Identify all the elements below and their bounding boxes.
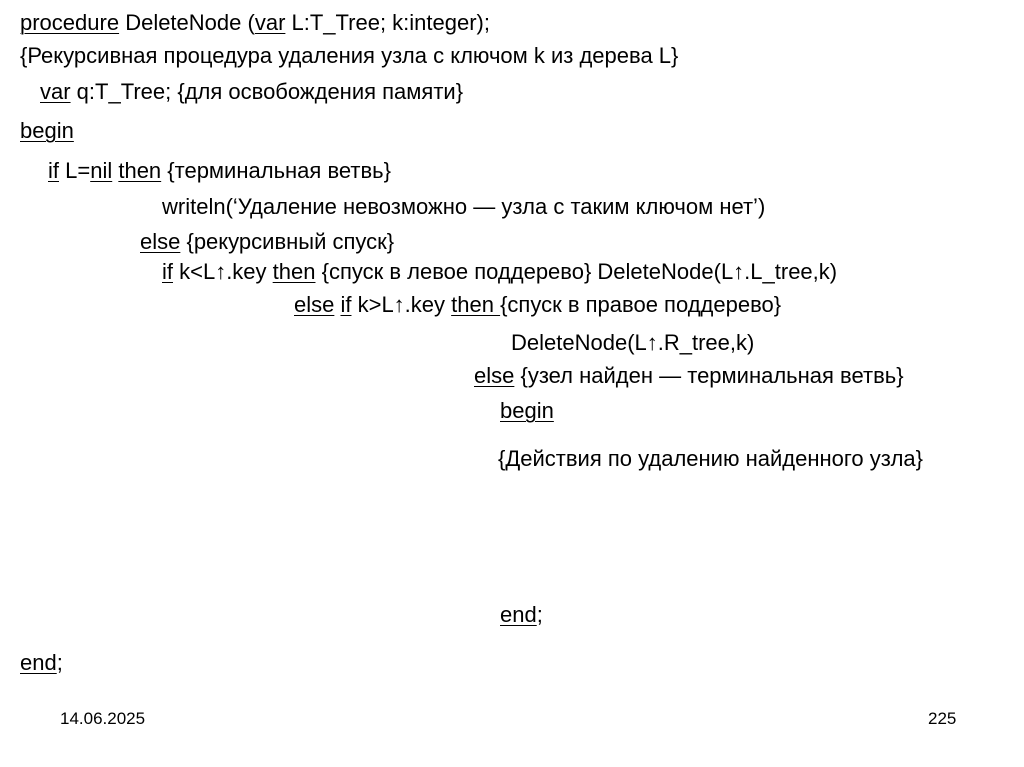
code-text: k>L↑.key xyxy=(351,292,452,317)
code-line-writeln xyxy=(162,194,765,220)
code-text: DeleteNode ( xyxy=(119,10,255,35)
code-text: {рекурсивный спуск} xyxy=(180,229,395,254)
code-text: DeleteNode(L↑.R_tree,k) xyxy=(511,330,755,355)
code-text: {узел найден — терминальная ветвь} xyxy=(514,363,904,388)
code-line-delete-actions-comment xyxy=(498,446,923,472)
code-text: k<L↑.key xyxy=(173,259,273,284)
code-line-else-recursive xyxy=(140,229,394,255)
code-comment: {Рекурсивная процедура удаления узла с ключом k из дерева L} xyxy=(20,43,679,68)
code-line-else-if-right xyxy=(294,292,781,318)
keyword-then: then xyxy=(451,292,501,317)
footer-date: 14.06.2025 xyxy=(60,709,146,728)
code-text: q:T_Tree; {для освобождения памяти} xyxy=(70,79,464,104)
code-line-procedure-header xyxy=(20,10,490,36)
code-text: {спуск в левое поддерево} DeleteNode(L↑.L_tree,k) xyxy=(315,259,838,284)
code-comment: {Действия по удалению найденного узла} xyxy=(498,446,924,471)
keyword-var: var xyxy=(40,79,71,104)
code-text: ; xyxy=(536,602,543,627)
code-line-else-found xyxy=(474,363,904,389)
code-line-if-left xyxy=(162,259,837,285)
code-text: {терминальная ветвь} xyxy=(161,158,391,183)
keyword-end: end xyxy=(500,602,537,627)
keyword-end: end xyxy=(20,650,57,675)
keyword-procedure: procedure xyxy=(20,10,120,35)
code-line-comment-description xyxy=(20,43,678,69)
keyword-begin: begin xyxy=(20,118,74,143)
code-line-if-nil xyxy=(48,158,391,184)
footer-page-number: 225 xyxy=(928,709,957,728)
keyword-then: then xyxy=(272,259,316,284)
keyword-else: else xyxy=(474,363,515,388)
code-line-inner-end xyxy=(500,602,543,628)
keyword-else: else xyxy=(294,292,335,317)
keyword-begin: begin xyxy=(500,398,554,423)
code-text: writeln(‘Удаление невозможно — узла с таким ключом нет’) xyxy=(162,194,766,219)
code-line-inner-begin xyxy=(500,398,554,424)
keyword-if: if xyxy=(340,292,352,317)
keyword-nil: nil xyxy=(90,158,113,183)
code-line-end xyxy=(20,650,63,676)
keyword-var: var xyxy=(254,10,286,35)
code-text: L= xyxy=(59,158,91,183)
code-text: ; xyxy=(56,650,63,675)
keyword-if: if xyxy=(162,259,173,284)
code-line-var-declaration xyxy=(40,79,463,105)
keyword-else: else xyxy=(140,229,181,254)
keyword-if: if xyxy=(48,158,59,183)
code-text: {спуск в правое поддерево} xyxy=(500,292,782,317)
code-line-delete-right xyxy=(511,330,754,356)
code-line-begin xyxy=(20,118,74,144)
code-text: L:T_Tree; k:integer); xyxy=(285,10,490,35)
keyword-then: then xyxy=(118,158,162,183)
